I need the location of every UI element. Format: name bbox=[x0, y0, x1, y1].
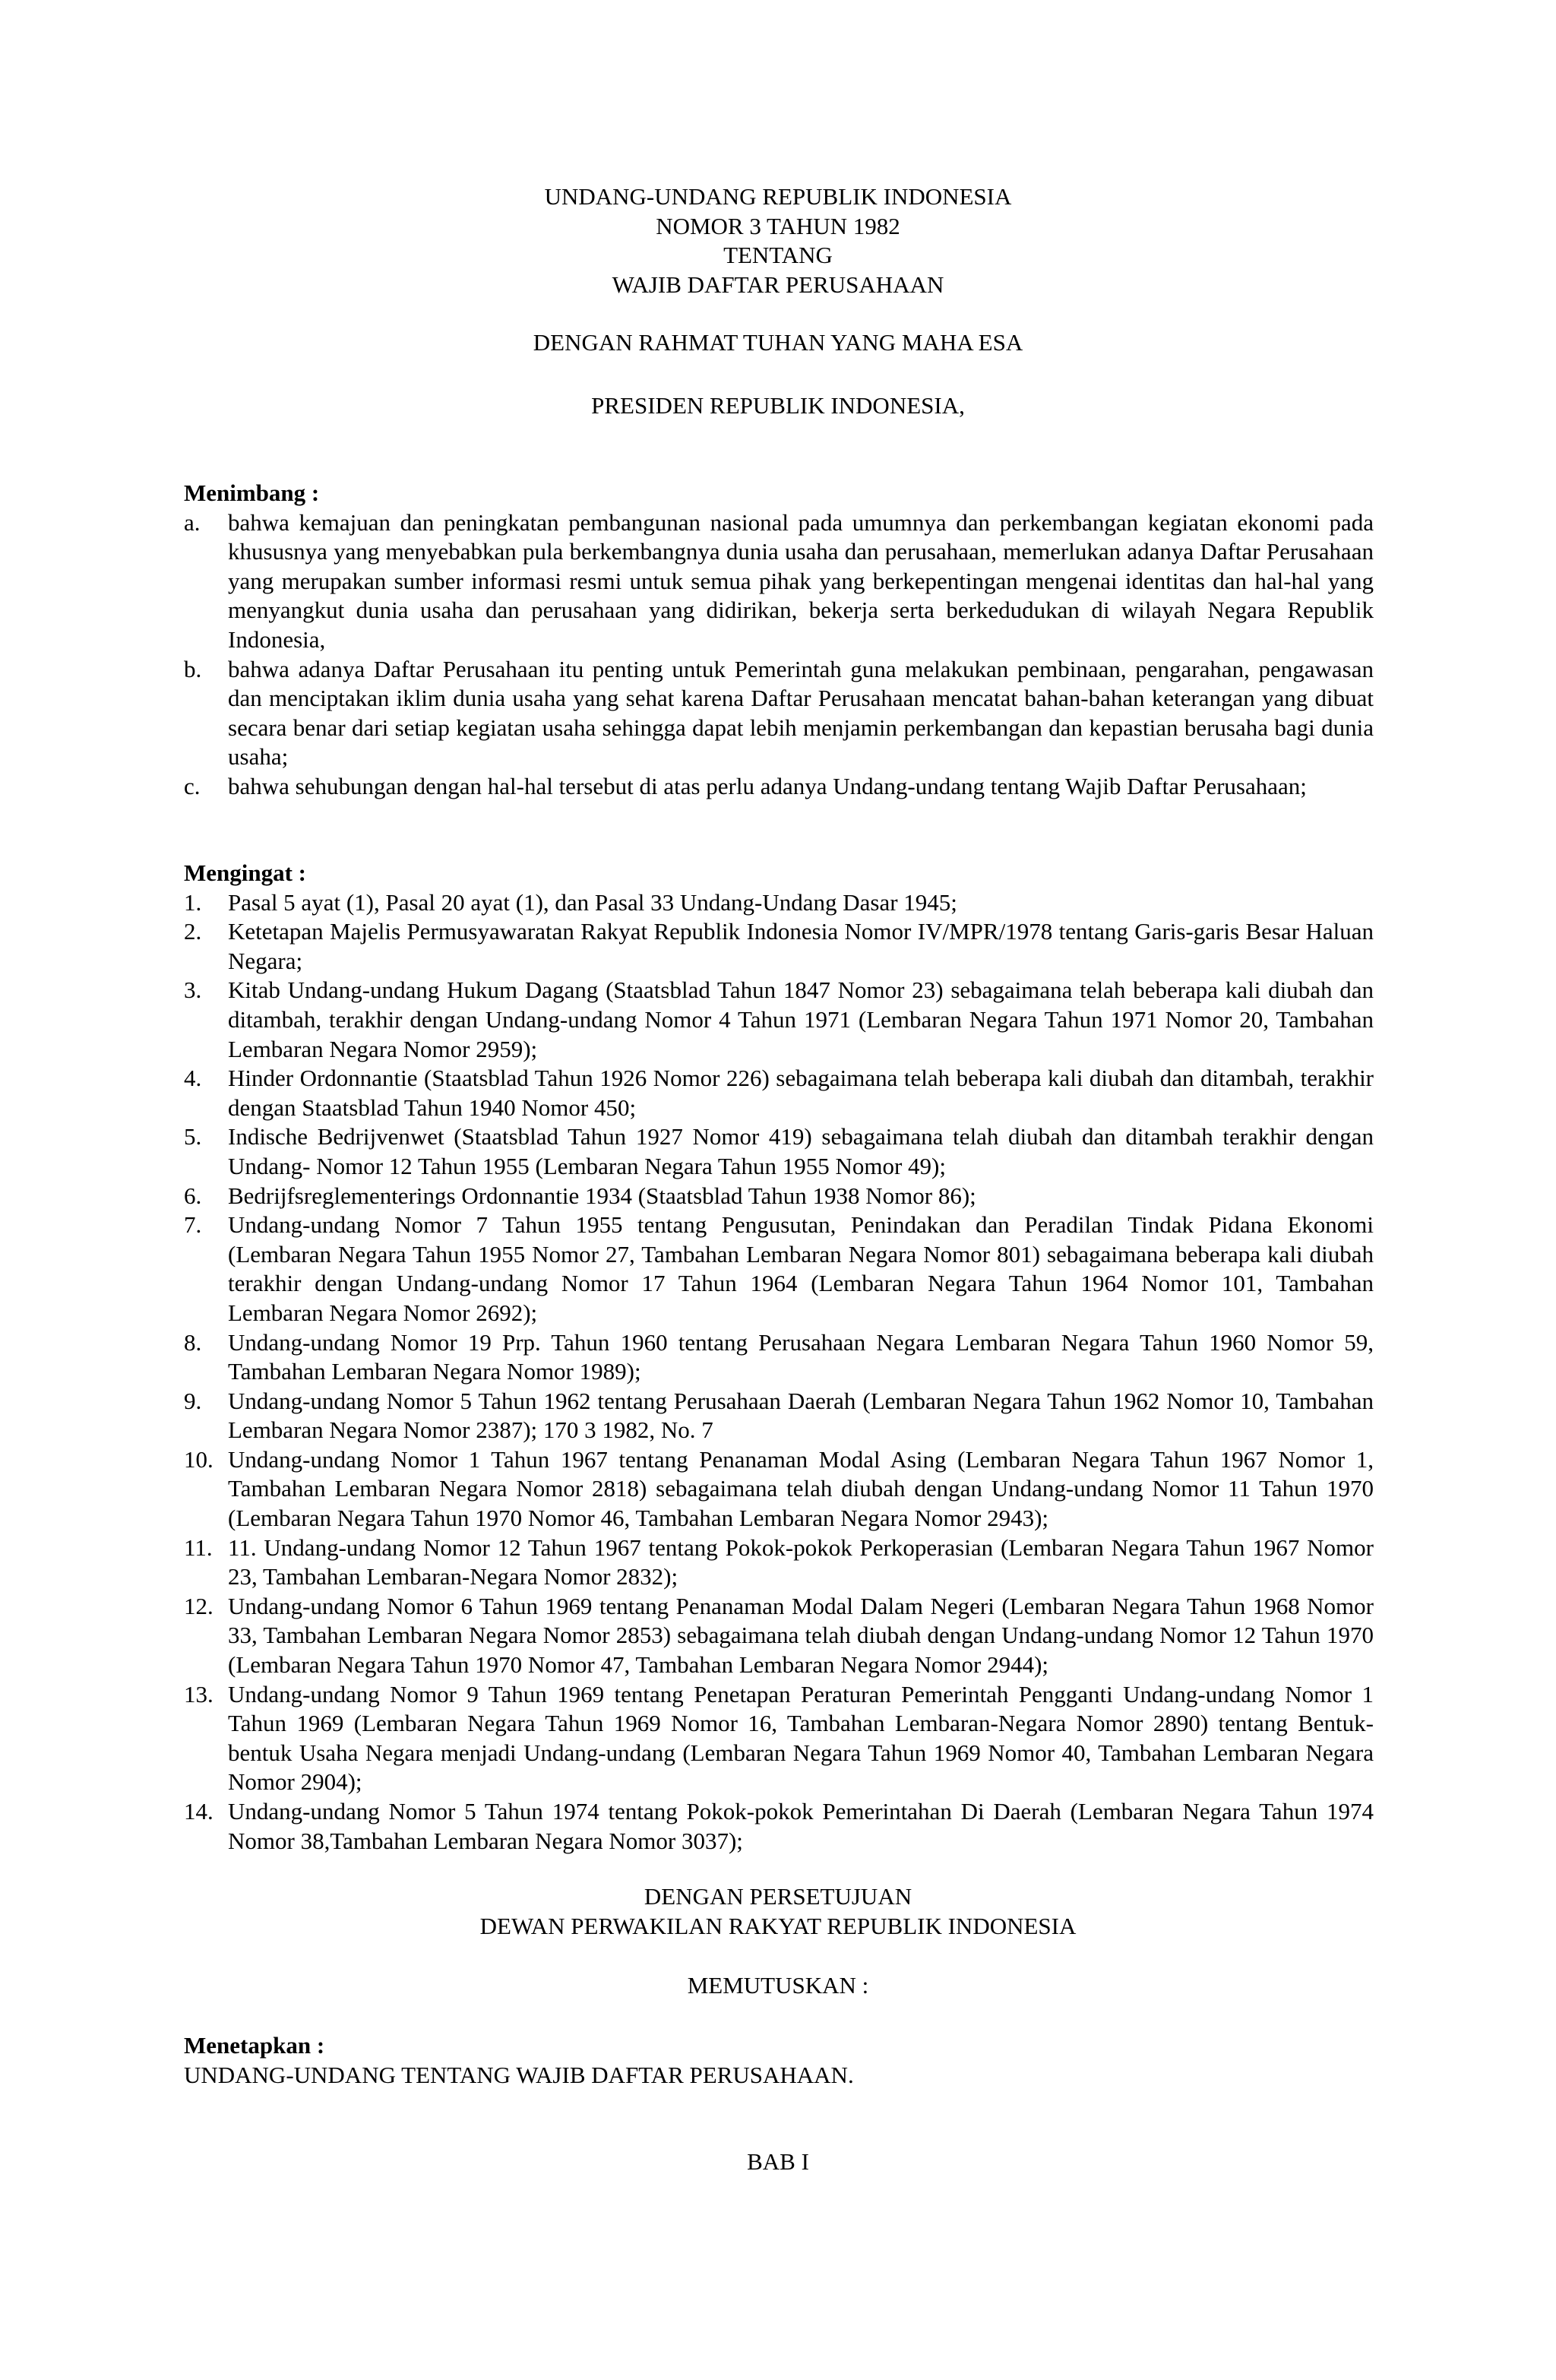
menetapkan-heading: Menetapkan : bbox=[184, 2032, 325, 2059]
menimbang-heading: Menimbang : bbox=[184, 479, 320, 506]
item-marker: 3. bbox=[184, 976, 202, 1004]
item-text: Ketetapan Majelis Permusyawaratan Rakyat Republik Indonesia Nomor IV/MPR/1978 tentang Garis-garis Besar Haluan Negara; bbox=[228, 918, 1374, 974]
title-line-1: UNDANG-UNDANG REPUBLIK INDONESIA bbox=[544, 183, 1012, 210]
item-marker: 14. bbox=[184, 1798, 213, 1825]
item-marker: 4. bbox=[184, 1065, 202, 1092]
persetujuan-line-1: DENGAN PERSETUJUAN bbox=[644, 1883, 912, 1910]
mengingat-item bbox=[184, 1592, 1374, 1680]
item-text: Bedrijfsreglementerings Ordonnantie 1934 (Staatsblad Tahun 1938 Nomor 86); bbox=[228, 1182, 976, 1209]
mengingat-item bbox=[184, 1182, 1374, 1211]
rahmat-text: DENGAN RAHMAT TUHAN YANG MAHA ESA bbox=[533, 329, 1023, 356]
item-marker: 8. bbox=[184, 1328, 202, 1356]
memutuskan-text: MEMUTUSKAN : bbox=[687, 1972, 869, 1999]
item-marker: 7. bbox=[184, 1211, 202, 1239]
bab-heading-block bbox=[0, 2147, 1556, 2177]
item-marker: 2. bbox=[184, 918, 202, 945]
item-text: Pasal 5 ayat (1), Pasal 20 ayat (1), dan Pasal 33 Undang-Undang Dasar 1945; bbox=[228, 888, 957, 916]
item-marker: 11. bbox=[184, 1533, 213, 1561]
mengingat-item bbox=[184, 1064, 1374, 1122]
item-text: Undang-undang Nomor 5 Tahun 1974 tentang Pokok-pokok Pemerintahan Di Daerah (Lembaran Negara Tahun 1974 Nomor 38,Tambahan Lembaran Negara Nomor 3037); bbox=[228, 1798, 1374, 1854]
item-marker: 9. bbox=[184, 1387, 202, 1414]
persetujuan-block bbox=[0, 1882, 1556, 1941]
mengingat-item bbox=[184, 1797, 1374, 1856]
item-marker: 6. bbox=[184, 1182, 202, 1209]
item-marker: b. bbox=[184, 655, 202, 682]
item-marker: c. bbox=[184, 772, 201, 799]
bab-heading: BAB I bbox=[747, 2148, 809, 2175]
menetapkan-block bbox=[184, 2031, 1374, 2090]
item-marker: a. bbox=[184, 508, 201, 536]
mengingat-item bbox=[184, 888, 1374, 918]
mengingat-item bbox=[184, 1122, 1374, 1181]
presiden-line bbox=[0, 391, 1556, 421]
title-line-3: TENTANG bbox=[723, 242, 833, 269]
mengingat-item bbox=[184, 1387, 1374, 1445]
mengingat-item bbox=[184, 976, 1374, 1064]
item-text: Undang-undang Nomor 1 Tahun 1967 tentang Penanaman Modal Asing (Lembaran Negara Tahun 1967 Nomor 1, Tambahan Lembaran Negara Nomor 2818) sebagaimana telah diubah dengan Undang-undang Nomor 11 Tahun 1970 (Lembaran Negara Tahun 1970 Nomor 46, Tambahan Lembaran Negara Nomor 2943); bbox=[228, 1445, 1374, 1532]
item-marker: 1. bbox=[184, 888, 202, 916]
presiden-text: PRESIDEN REPUBLIK INDONESIA, bbox=[591, 392, 965, 419]
item-marker: 5. bbox=[184, 1123, 202, 1150]
mengingat-item bbox=[184, 1533, 1374, 1592]
item-text: Undang-undang Nomor 9 Tahun 1969 tentang Penetapan Peraturan Pemerintah Pengganti Undang-undang Nomor 1 Tahun 1969 (Lembaran Negara Tahun 1969 Nomor 16, Tambahan Lembaran-Negara Nomor 2890) tentang Bentuk-bentuk Usaha Negara menjadi Undang-undang (Lembaran Negara Tahun 1969 Nomor 40, Tambahan Lembaran Negara Nomor 2904); bbox=[228, 1680, 1374, 1796]
mengingat-section bbox=[184, 859, 1374, 1856]
item-text: 11. Undang-undang Nomor 12 Tahun 1967 tentang Pokok-pokok Perkoperasian (Lembaran Negara Tahun 1967 Nomor 23, Tambahan Lembaran-Negara Nomor 2832); bbox=[228, 1533, 1374, 1590]
item-text: bahwa kemajuan dan peningkatan pembangunan nasional pada umumnya dan perkembangan kegiatan ekonomi pada khususnya yang menyebabkan pula berkembangnya dunia usaha dan perusahaan, memerlukan adanya Daftar Perusahaan yang merupakan sumber informasi resmi untuk semua pihak yang berkepentingan mengenai identitas dan hal-hal yang menyangkut dunia usaha dan perusahaan yang didirikan, bekerja serta berkedudukan di wilayah Negara Republik Indonesia, bbox=[228, 508, 1374, 653]
item-marker: 12. bbox=[184, 1592, 213, 1619]
item-marker: 13. bbox=[184, 1680, 213, 1707]
item-text: Kitab Undang-undang Hukum Dagang (Staatsblad Tahun 1847 Nomor 23) sebagaimana telah beberapa kali diubah dan ditambah, terakhir dengan Undang-undang Nomor 4 Tahun 1971 (Lembaran Negara Tahun 1971 Nomor 20, Tambahan Lembaran Negara Nomor 2959); bbox=[228, 976, 1374, 1062]
menimbang-section bbox=[184, 479, 1374, 802]
mengingat-item bbox=[184, 1445, 1374, 1533]
item-text: Indische Bedrijvenwet (Staatsblad Tahun 1927 Nomor 419) sebagaimana telah diubah dan ditambah terakhir dengan Undang- Nomor 12 Tahun 1955 (Lembaran Negara Tahun 1955 Nomor 49); bbox=[228, 1123, 1374, 1179]
mengingat-item bbox=[184, 1328, 1374, 1387]
mengingat-item bbox=[184, 1680, 1374, 1797]
menimbang-item bbox=[184, 772, 1374, 802]
title-line-4: WAJIB DAFTAR PERUSAHAAN bbox=[612, 271, 944, 298]
item-text: bahwa sehubungan dengan hal-hal tersebut di atas perlu adanya Undang-undang tentang Wajib Daftar Perusahaan; bbox=[228, 772, 1307, 799]
item-text: Undang-undang Nomor 19 Prp. Tahun 1960 tentang Perusahaan Negara Lembaran Negara Tahun 1960 Nomor 59, Tambahan Lembaran Negara Nomor 1989); bbox=[228, 1328, 1374, 1385]
item-marker: 10. bbox=[184, 1445, 213, 1473]
menimbang-item bbox=[184, 655, 1374, 772]
mengingat-heading: Mengingat : bbox=[184, 859, 307, 886]
item-text: Undang-undang Nomor 6 Tahun 1969 tentang Penanaman Modal Dalam Negeri (Lembaran Negara Tahun 1968 Nomor 33, Tambahan Lembaran Negara Nomor 2853) sebagaimana telah diubah dengan Undang-undang Nomor 12 Tahun 1970 (Lembaran Negara Tahun 1970 Nomor 47, Tambahan Lembaran Negara Nomor 2944); bbox=[228, 1592, 1374, 1679]
mengingat-item bbox=[184, 917, 1374, 976]
item-text: Undang-undang Nomor 7 Tahun 1955 tentang Pengusutan, Penindakan dan Peradilan Tindak Pidana Ekonomi (Lembaran Negara Tahun 1955 Nomor 27, Tambahan Lembaran Negara Nomor 801) sebagaimana beberapa kali diubah terakhir dengan Undang-undang Nomor 17 Tahun 1964 (Lembaran Negara Tahun 1964 Nomor 101, Tambahan Lembaran Negara Nomor 2692); bbox=[228, 1211, 1374, 1326]
rahmat-line bbox=[0, 328, 1556, 358]
mengingat-item bbox=[184, 1211, 1374, 1328]
document-title bbox=[0, 182, 1556, 299]
item-text: bahwa adanya Daftar Perusahaan itu penting untuk Pemerintah guna melakukan pembinaan, pengarahan, pengawasan dan menciptakan iklim dunia usaha yang sehat karena Daftar Perusahaan mencatat bahan-bahan keterangan yang dibuat secara benar dari setiap kegiatan usaha sehingga dapat lebih menjamin perkembangan dan kepastian berusaha bagi dunia usaha; bbox=[228, 655, 1374, 771]
item-text: Hinder Ordonnantie (Staatsblad Tahun 1926 Nomor 226) sebagaimana telah beberapa kali diubah dan ditambah, terakhir dengan Staatsblad Tahun 1940 Nomor 450; bbox=[228, 1065, 1374, 1121]
item-text: Undang-undang Nomor 5 Tahun 1962 tentang Perusahaan Daerah (Lembaran Negara Tahun 1962 Nomor 10, Tambahan Lembaran Negara Nomor 2387); 170 3 1982, No. 7 bbox=[228, 1387, 1374, 1444]
menimbang-item bbox=[184, 508, 1374, 655]
memutuskan-block bbox=[0, 1971, 1556, 2001]
menetapkan-text: UNDANG-UNDANG TENTANG WAJIB DAFTAR PERUSAHAAN. bbox=[184, 2061, 854, 2088]
persetujuan-line-2: DEWAN PERWAKILAN RAKYAT REPUBLIK INDONESIA bbox=[479, 1912, 1077, 1939]
title-line-2: NOMOR 3 TAHUN 1982 bbox=[656, 212, 900, 239]
